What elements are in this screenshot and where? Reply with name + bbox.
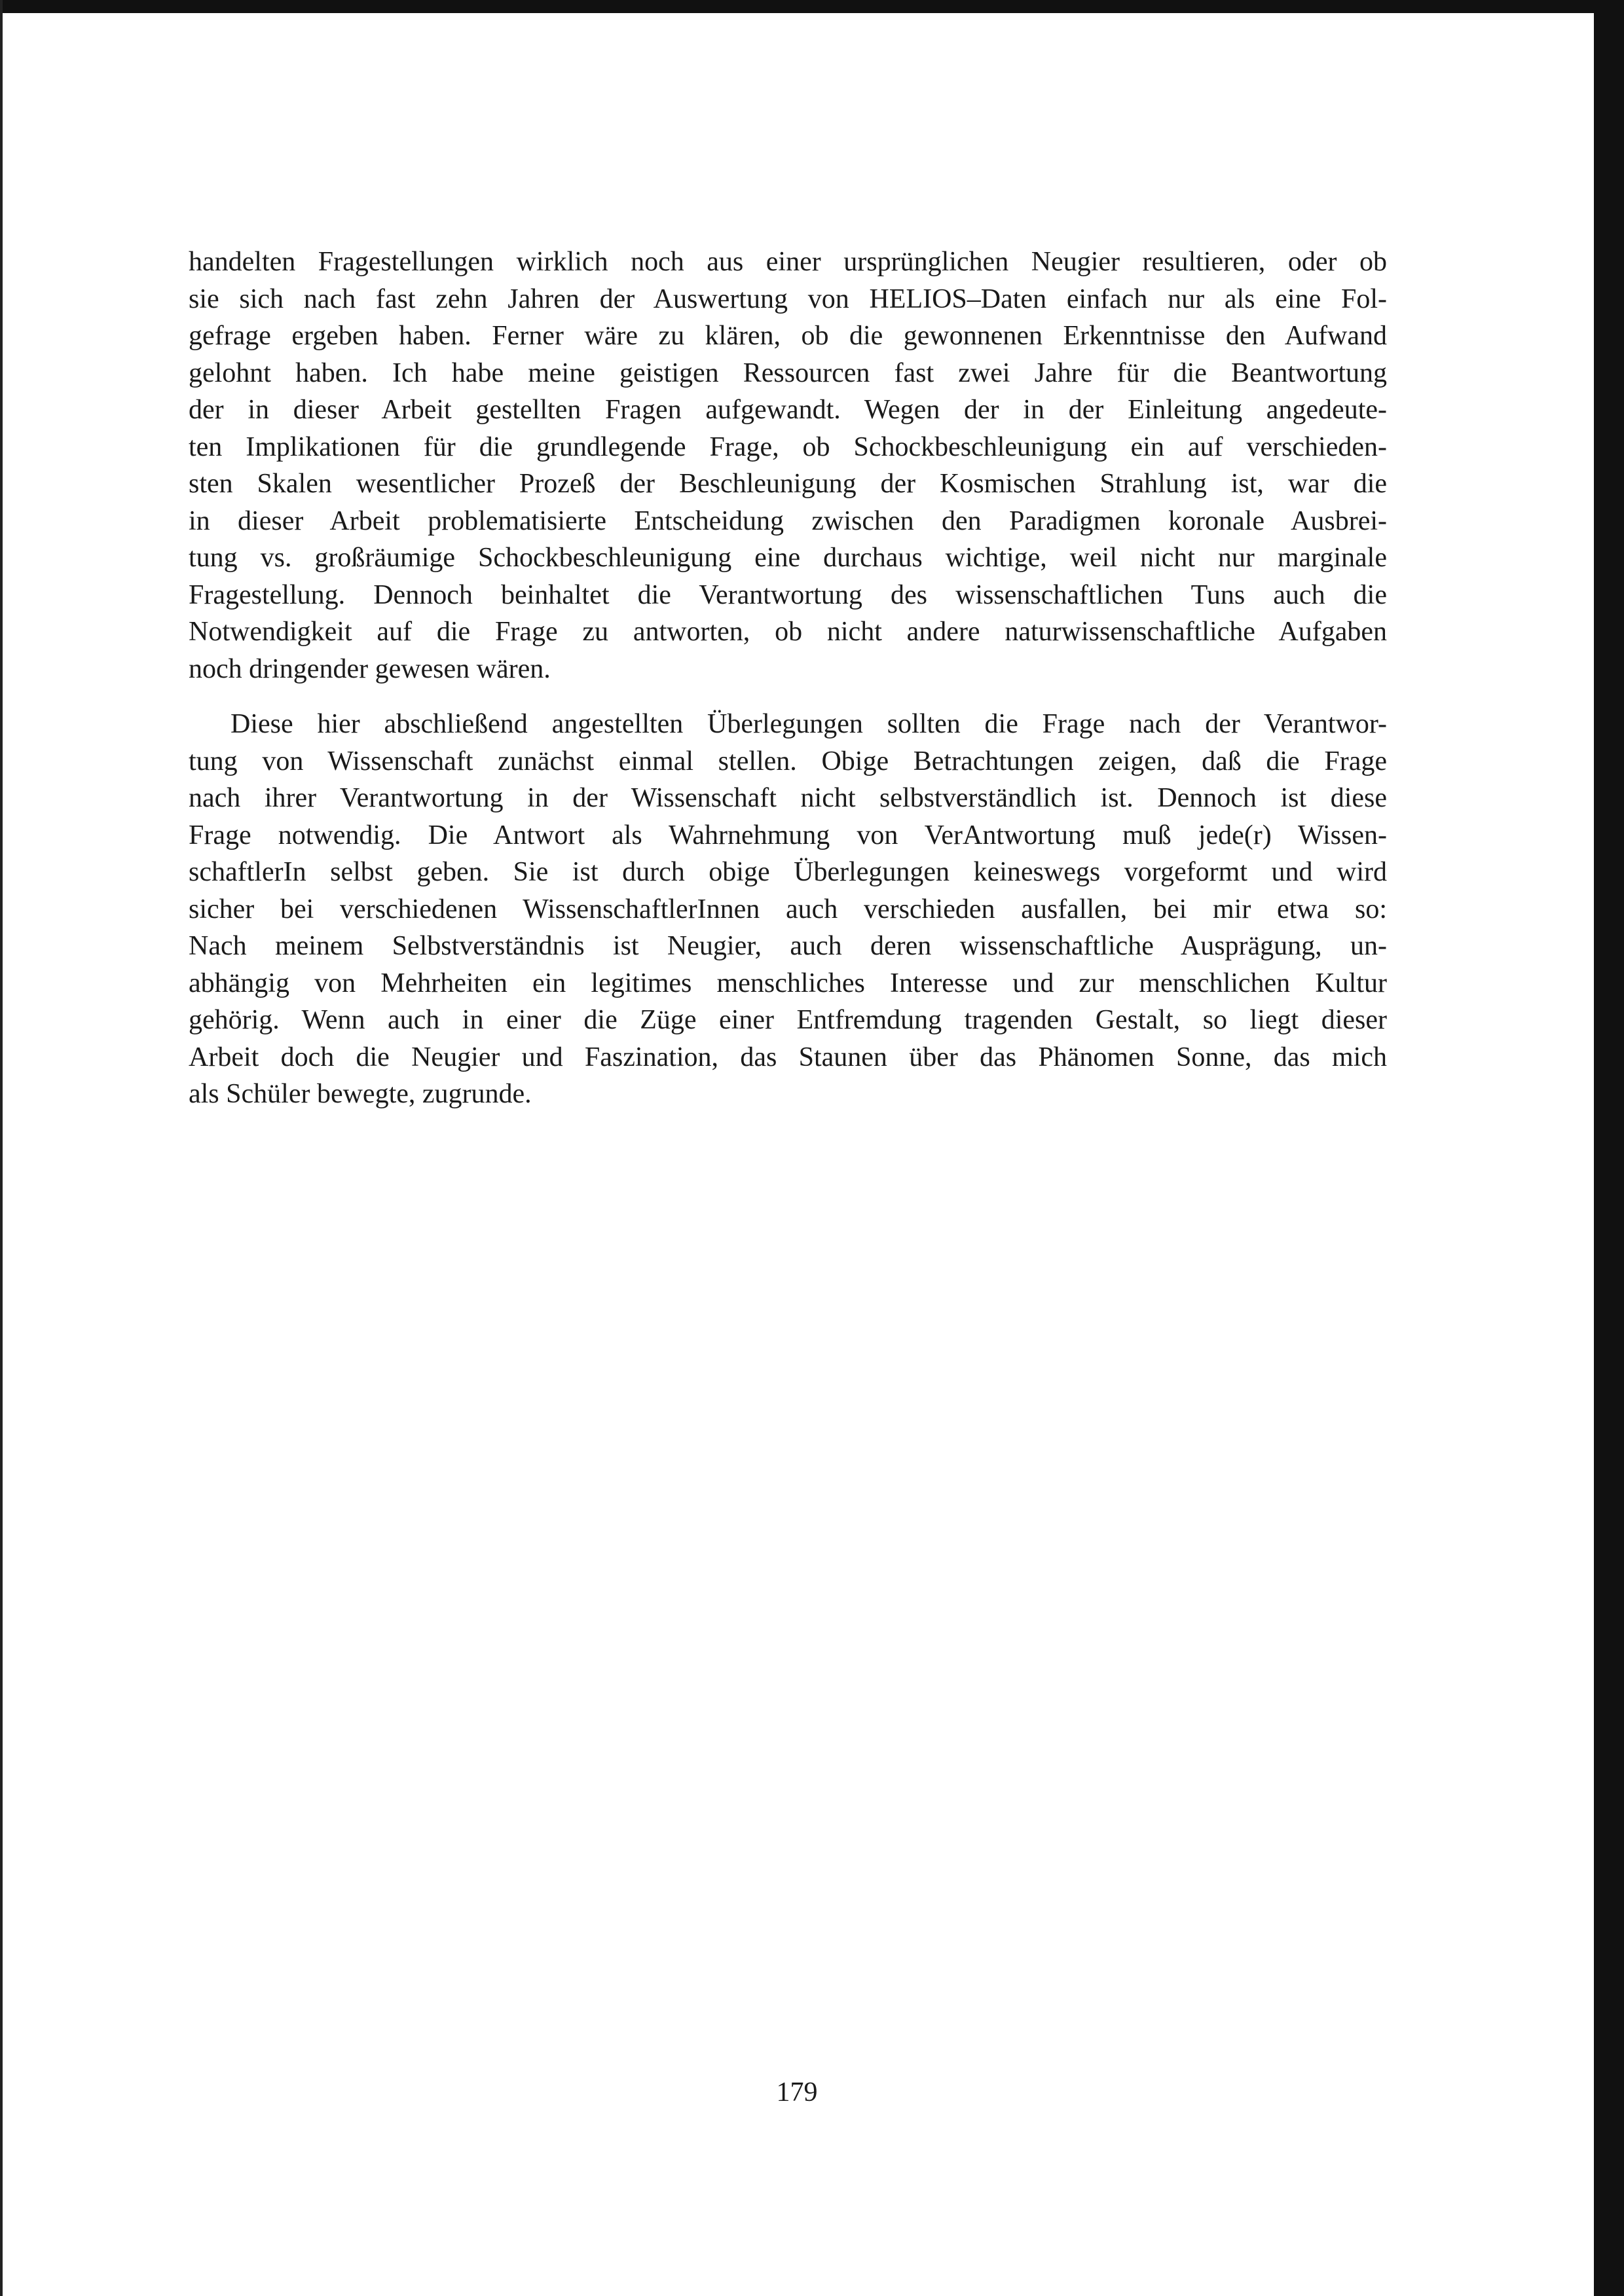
text-line: noch dringender gewesen wären. <box>189 653 551 684</box>
text-line: sie sich nach fast zehn Jahren der Auswertung von HELIOS–Daten einfach nur als eine Fol- <box>189 283 1387 314</box>
text-line: sten Skalen wesentlicher Prozeß der Beschleunigung der Kosmischen Strahlung ist, war die <box>189 469 1387 499</box>
text-line: Notwendigkeit auf die Frage zu antworten, ob nicht andere naturwissenschaftliche Aufgaben <box>189 617 1387 647</box>
body-text <box>189 244 1387 1113</box>
paragraph-2 <box>189 706 1387 1113</box>
text-line: handelten Fragestellungen wirklich noch aus einer ursprünglichen Neugier resultieren, oder ob <box>189 247 1387 277</box>
text-line: Frage notwendig. Die Antwort als Wahrnehmung von VerAntwortung muß jede(r) Wissen- <box>189 820 1387 850</box>
scan-border-right <box>1594 0 1624 2296</box>
paragraph-1 <box>189 244 1387 687</box>
text-line: nach ihrer Verantwortung in der Wissenschaft nicht selbstverständlich ist. Dennoch ist diese <box>189 783 1387 813</box>
text-line: abhängig von Mehrheiten ein legitimes menschliches Interesse und zur menschlichen Kultur <box>189 968 1387 998</box>
text-line: der in dieser Arbeit gestellten Fragen aufgewandt. Wegen der in der Einleitung angedeute- <box>189 395 1387 425</box>
text-line: in dieser Arbeit problematisierte Entscheidung zwischen den Paradigmen koronale Ausbrei- <box>189 505 1387 536</box>
text-line: ten Implikationen für die grundlegende Frage, ob Schockbeschleunigung ein auf verschieden- <box>189 431 1387 462</box>
text-line: gelohnt haben. Ich habe meine geistigen Ressourcen fast zwei Jahre für die Beantwortung <box>189 357 1387 388</box>
text-line: Nach meinem Selbstverständnis ist Neugier, auch deren wissenschaftliche Ausprägung, un- <box>189 931 1387 961</box>
text-line: schaftlerIn selbst geben. Sie ist durch obige Überlegungen keineswegs vorgeformt und wird <box>189 857 1387 887</box>
text-line: als Schüler bewegte, zugrunde. <box>189 1079 532 1109</box>
text-line: gefrage ergeben haben. Ferner wäre zu klären, ob die gewonnenen Erkenntnisse den Aufwand <box>189 321 1387 351</box>
text-line: tung vs. großräumige Schockbeschleunigung eine durchaus wichtige, weil nicht nur marginale <box>189 543 1387 573</box>
text-line: tung von Wissenschaft zunächst einmal stellen. Obige Betrachtungen zeigen, daß die Frage <box>189 746 1387 776</box>
scan-border-left <box>0 0 3 2296</box>
text-line: sicher bei verschiedenen WissenschaftlerInnen auch verschieden ausfallen, bei mir etwa so: <box>189 894 1387 924</box>
text-line: Arbeit doch die Neugier und Faszination, das Staunen über das Phänomen Sonne, das mich <box>189 1042 1387 1072</box>
scan-border-top <box>0 0 1624 13</box>
text-line: gehörig. Wenn auch in einer die Züge einer Entfremdung tragenden Gestalt, so liegt dieser <box>189 1005 1387 1035</box>
text-line: Fragestellung. Dennoch beinhaltet die Verantwortung des wissenschaftlichen Tuns auch die <box>189 579 1387 610</box>
text-line: Diese hier abschließend angestellten Überlegungen sollten die Frage nach der Verantwor- <box>231 709 1387 739</box>
page-number: 179 <box>776 2077 818 2107</box>
